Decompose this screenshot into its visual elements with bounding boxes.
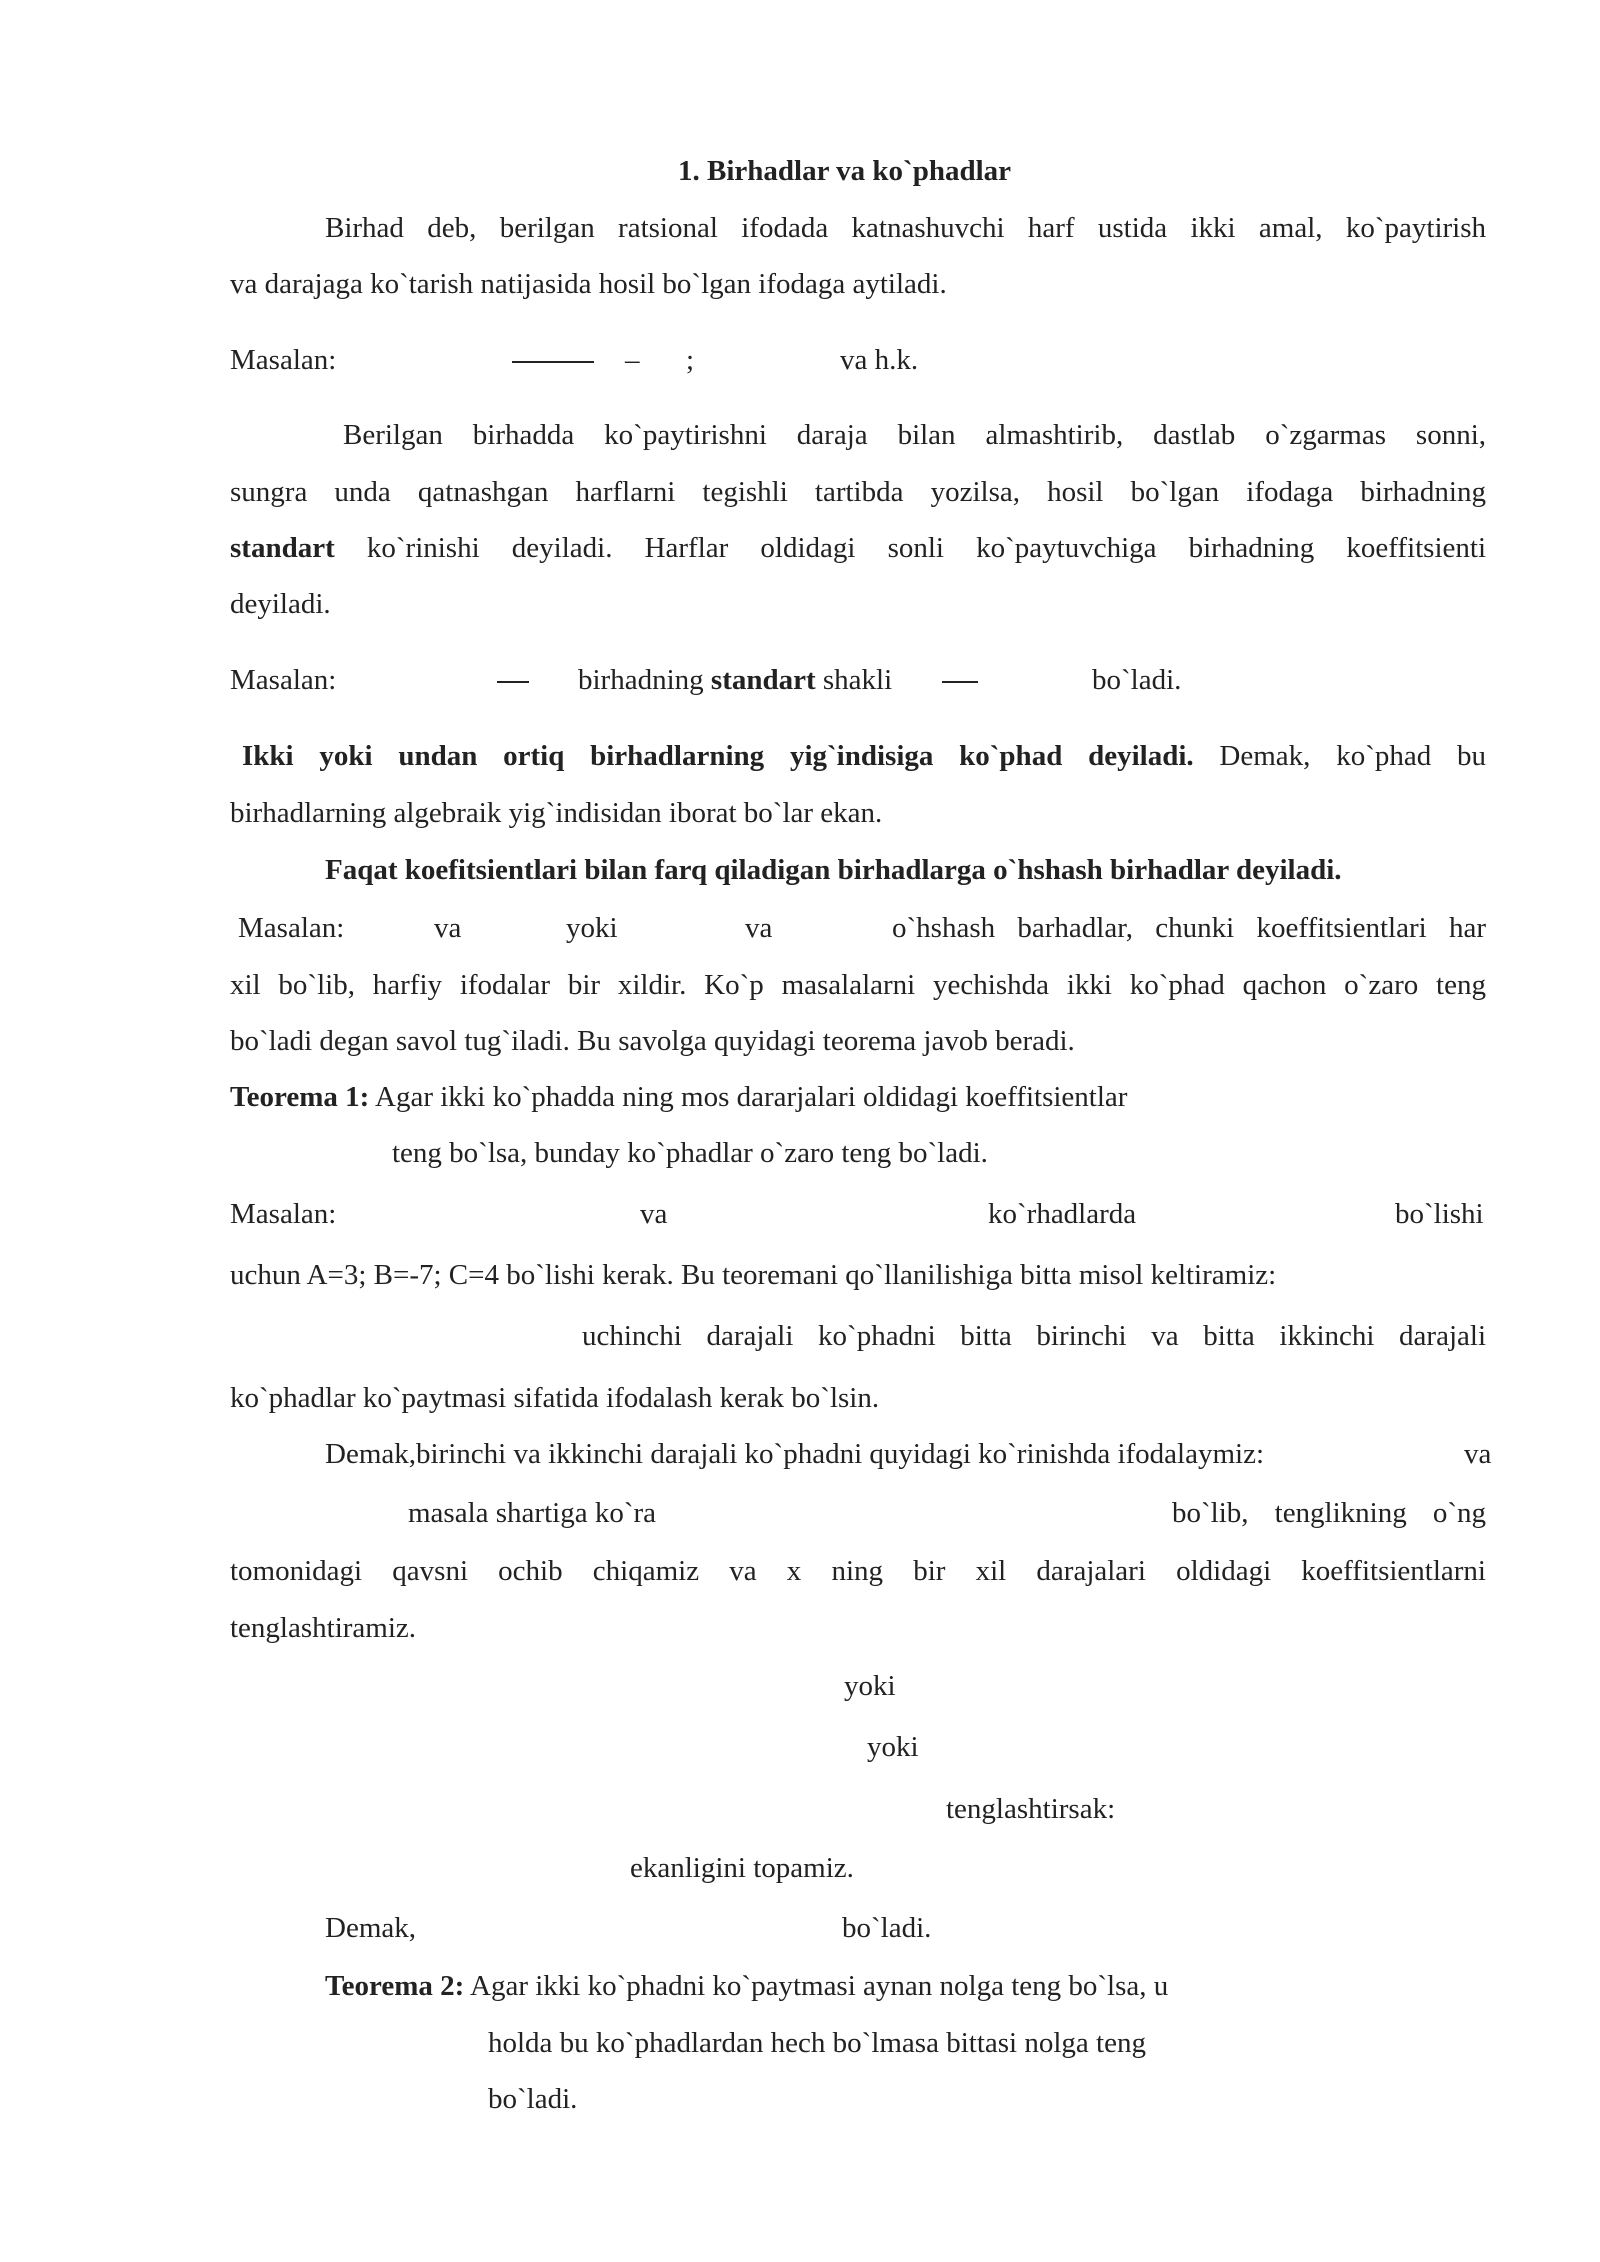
- example-2-pre: birhadning: [578, 664, 711, 696]
- theorem-1: [230, 1079, 1127, 1115]
- theorem-2-line-2: holda bu ko`phadlardan hech bo`lmasa bittasi nolga teng: [488, 2027, 1146, 2059]
- equation-connector-yoki: yoki: [844, 1670, 896, 1702]
- standard-term: standart: [230, 532, 335, 564]
- conclusion-demak: Demak,: [325, 1912, 416, 1944]
- kophad-definition-bold: Ikki yoki undan ortiq birhadlarning yig`indisiga ko`phad deyiladi.: [242, 740, 1194, 772]
- solution-line-1: Demak,birinchi va ikkinchi darajali ko`phadni quyidagi ko`rinishda ifodalaymiz:: [325, 1438, 1265, 1470]
- solution-line-3: tomonidagi qavsni ochib chiqamiz va x ning bir xil darajalari oldidagi koeffitsientlarni: [230, 1555, 1486, 1587]
- example-2-text: [578, 662, 892, 698]
- example-2-post: shakli: [815, 664, 893, 696]
- solution-line-2a: masala shartiga ko`ra: [408, 1497, 657, 1529]
- equation-result-text: ekanligini topamiz.: [630, 1852, 854, 1884]
- fraction-bar: [497, 662, 529, 698]
- example-3-tail: o`hshash barhadlar, chunki koeffitsientlari har: [892, 912, 1486, 944]
- fraction-bar: [512, 342, 594, 378]
- example-4-mid: ko`rhadlarda: [988, 1198, 1137, 1230]
- conjunction-va: va: [745, 912, 773, 944]
- example-3-line-3: bo`ladi degan savol tug`iladi. Bu savolga quyidagi teorema javob beradi.: [230, 1025, 1075, 1057]
- example-label: Masalan:: [238, 912, 345, 944]
- conclusion-boladi: bo`ladi.: [842, 1912, 932, 1944]
- example-2-tail: bo`ladi.: [1092, 664, 1182, 696]
- minus-sign: –: [625, 344, 640, 376]
- birhad-definition-line-2: va darajaga ko`tarish natijasida hosil bo`lgan ifodaga aytiladi.: [230, 268, 947, 300]
- example-tail: va h.k.: [840, 344, 919, 376]
- equation-tenglashtirsak: tenglashtirsak:: [946, 1793, 1116, 1825]
- example-label: Masalan:: [230, 1198, 337, 1230]
- theorem-2-text: Agar ikki ko`phadni ko`paytmasi aynan nolga teng bo`lsa, u: [470, 1970, 1169, 2002]
- conjunction-va: va: [640, 1198, 668, 1230]
- example-label: Masalan:: [230, 344, 337, 376]
- standard-form-line-3-rest: ko`rinishi deyiladi. Harflar oldidagi sonli ko`paytuvchiga birhadning koeffitsienti: [366, 532, 1487, 564]
- theorem-2: [325, 1968, 1168, 2004]
- conjunction-va: va: [434, 912, 462, 944]
- equation-connector-yoki: yoki: [867, 1731, 919, 1763]
- example-4-line-2: uchun A=3; B=-7; C=4 bo`lishi kerak. Bu teoremani qo`llanilishiga bitta misol keltiramiz:: [230, 1259, 1277, 1291]
- semicolon: ;: [686, 344, 695, 376]
- standard-form-line-3: [230, 530, 1486, 566]
- problem-line-2: ko`phadlar ko`paytmasi sifatida ifodalash kerak bo`lsin.: [230, 1382, 880, 1414]
- solution-line-2b: bo`lib, tenglikning o`ng: [1172, 1497, 1486, 1529]
- theorem-1-text: Agar ikki ko`phadda ning mos dararjalari oldidagi koeffitsientlar: [375, 1081, 1128, 1113]
- example-3-line-2: xil bo`lib, harfiy ifodalar bir xildir. Ko`p masalalarni yechishda ikki ko`phad qachon o`zaro teng: [230, 969, 1486, 1001]
- example-4-end: bo`lishi: [1395, 1198, 1484, 1230]
- standard-term: standart: [710, 664, 816, 696]
- birhad-definition-line-1: Birhad deb, berilgan ratsional ifodada katnashuvchi harf ustida ikki amal, ko`paytirish: [325, 212, 1486, 244]
- conjunction-va: va: [1464, 1438, 1492, 1470]
- standard-form-line-2: sungra unda qatnashgan harflarni tegishli tartibda yozilsa, hosil bo`lgan ifodaga birhadning: [230, 476, 1486, 508]
- kophad-definition-line-2: birhadlarning algebraik yig`indisidan iborat bo`lar ekan.: [230, 797, 883, 829]
- standard-form-line-4: deyiladi.: [230, 588, 331, 620]
- example-label: Masalan:: [230, 664, 337, 696]
- similar-terms-definition: Faqat koefitsientlari bilan farq qiladigan birhadlarga o`hshash birhadlar deyiladi.: [325, 854, 1342, 886]
- theorem-1-line-2: teng bo`lsa, bunday ko`phadlar o`zaro teng bo`ladi.: [392, 1137, 988, 1169]
- theorem-2-line-3: bo`ladi.: [488, 2083, 578, 2115]
- kophad-definition-line-1: [242, 738, 1486, 774]
- kophad-definition-rest: Demak, ko`phad bu: [1193, 740, 1487, 772]
- problem-line-1: uchinchi darajali ko`phadni bitta birinchi va bitta ikkinchi darajali: [582, 1320, 1486, 1352]
- theorem-1-label: Teorema 1:: [230, 1081, 370, 1113]
- solution-line-4: tenglashtiramiz.: [230, 1612, 417, 1644]
- standard-form-line-1: Berilgan birhadda ko`paytirishni daraja bilan almashtirib, dastlab o`zgarmas sonni,: [343, 419, 1486, 451]
- fraction-bar: [942, 662, 978, 698]
- section-title: 1. Birhadlar va ko`phadlar: [678, 155, 1012, 187]
- theorem-2-label: Teorema 2:: [325, 1970, 465, 2002]
- conjunction-yoki: yoki: [566, 912, 618, 944]
